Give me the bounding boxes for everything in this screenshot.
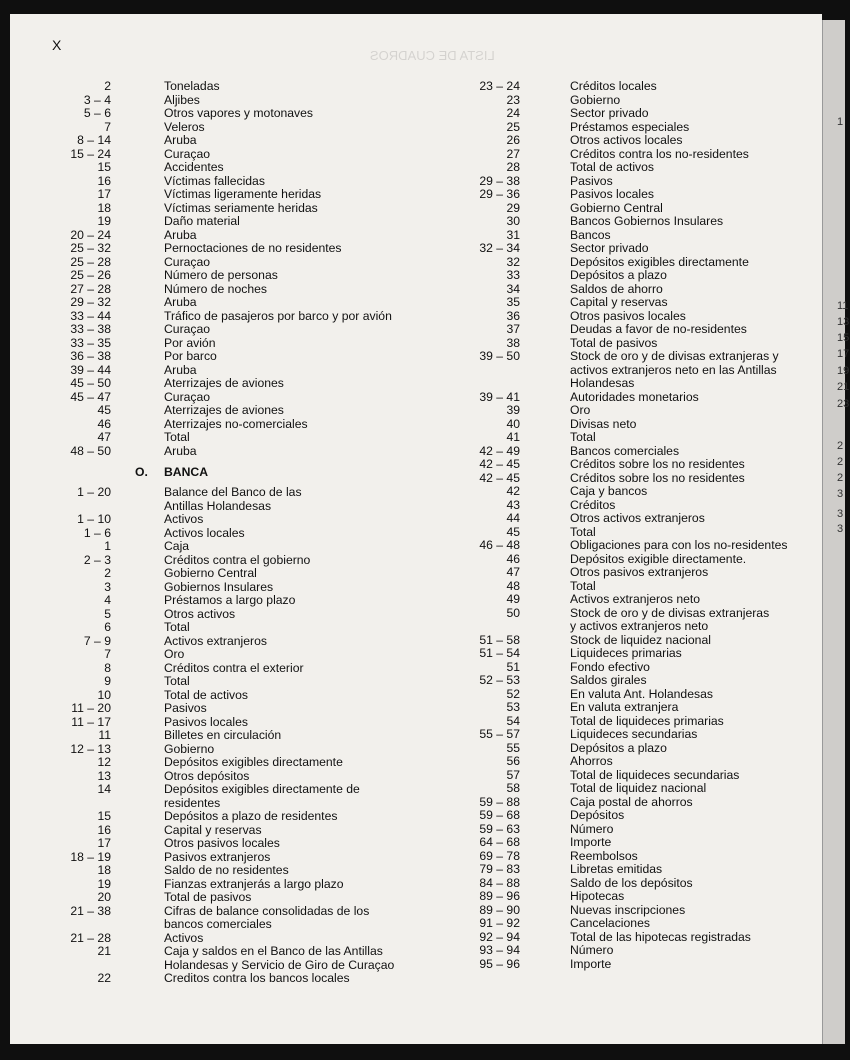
table-entry-label: Aruba xyxy=(164,227,197,242)
table-entry-label: Otros vapores y motonaves xyxy=(164,106,314,120)
table-number-range: 3 xyxy=(104,579,111,594)
table-number-range: 26 xyxy=(506,133,520,147)
table-number-range: 20 xyxy=(97,890,111,904)
table-entry-label: Veleros xyxy=(164,119,205,134)
table-number-range: 41 xyxy=(506,430,520,444)
table-number-range: 52 xyxy=(506,686,520,701)
section-letter: O. xyxy=(135,465,148,479)
table-number-range: 58 xyxy=(506,781,520,795)
table-entry-label: Por barco xyxy=(164,349,217,363)
table-number-range: 21 – 38 xyxy=(70,903,111,918)
table-number-range: 79 – 83 xyxy=(479,862,520,876)
table-entry-label: Activos extranjeros xyxy=(164,633,267,648)
table-number-range: 18 xyxy=(97,863,111,877)
table-number-range: 29 – 32 xyxy=(70,295,111,309)
table-entry-label: residentes xyxy=(164,795,221,810)
table-number-range: 42 – 45 xyxy=(479,470,520,485)
table-entry-label: Número xyxy=(570,943,614,957)
table-number-range: 50 xyxy=(506,605,520,620)
table-entry-label: Saldo de los depósitos xyxy=(570,875,693,890)
edge-page-number: 19 xyxy=(837,365,850,377)
table-entry-label: Créditos locales xyxy=(570,79,657,93)
table-entry-label: Accidentes xyxy=(164,160,224,174)
table-number-range: 21 xyxy=(97,944,111,958)
table-entry-label: Caja xyxy=(164,539,190,553)
edge-page-number: 21 xyxy=(837,381,850,393)
table-entry-label: Ahorros xyxy=(570,754,613,768)
table-number-range: 25 xyxy=(506,119,520,134)
table-number-range: 42 xyxy=(506,484,520,498)
table-number-range: 2 – 3 xyxy=(83,552,111,567)
table-number-range: 64 – 68 xyxy=(479,835,520,849)
table-entry-label: Balance del Banco de las xyxy=(164,485,302,499)
table-number-range: 31 xyxy=(506,227,520,242)
table-entry-label: Total xyxy=(570,578,596,593)
table-entry-label: Número xyxy=(570,821,614,836)
table-number-range: 46 xyxy=(97,416,111,431)
table-entry-label: Stock de oro y de divisas extranjeras xyxy=(570,605,770,620)
table-entry-label: Créditos sobre los no residentes xyxy=(570,470,745,485)
table-number-range: 33 xyxy=(506,268,520,282)
table-entry-label: Gobiernos Insulares xyxy=(164,579,274,594)
table-entry-label: Depósitos xyxy=(570,808,625,822)
table-number-range: 19 xyxy=(97,214,111,228)
table-number-range: 5 – 6 xyxy=(83,106,111,120)
table-number-range: 45 – 50 xyxy=(70,376,111,390)
table-entry-label: Número de noches xyxy=(164,281,267,296)
table-entry-label: Obligaciones para con los no-residentes xyxy=(570,538,788,552)
table-number-range: 33 – 44 xyxy=(70,308,111,323)
table-number-range: 19 xyxy=(97,876,111,891)
table-entry-label: Préstamos a largo plazo xyxy=(164,593,296,607)
edge-page-number: 15 xyxy=(837,332,850,344)
table-number-range: 46 – 48 xyxy=(479,538,520,552)
table-entry-label: bancos comerciales xyxy=(164,917,272,931)
table-number-range: 30 xyxy=(506,214,520,228)
table-number-range: 34 xyxy=(506,281,520,296)
table-entry-label: Bancos xyxy=(570,227,611,242)
table-entry-label: Curaçao xyxy=(164,146,211,161)
table-entry-label: Daño material xyxy=(164,214,240,228)
table-number-range: 16 xyxy=(97,822,111,837)
table-number-range: 59 – 68 xyxy=(479,808,520,822)
table-number-range: 51 – 54 xyxy=(479,646,520,660)
table-number-range: 22 xyxy=(97,971,111,985)
table-entry-label: Activos extranjeros neto xyxy=(570,592,701,606)
table-number-range: 91 – 92 xyxy=(479,916,520,930)
table-entry-label: Gobierno Central xyxy=(570,200,663,215)
table-number-range: 11 xyxy=(98,728,111,742)
table-number-range: 4 xyxy=(104,593,111,607)
table-number-range: 45 xyxy=(97,403,111,417)
table-number-range: 28 xyxy=(506,160,520,174)
table-number-range: 8 – 14 xyxy=(77,133,111,147)
page-number: X xyxy=(52,37,62,53)
table-entry-label: Aterrizajes de aviones xyxy=(164,376,284,390)
table-entry-label: Total de activos xyxy=(164,687,249,702)
table-number-range: 39 – 44 xyxy=(70,362,111,377)
table-entry-label: Otros activos xyxy=(164,606,236,621)
table-number-range: 39 xyxy=(506,403,520,417)
table-number-range: 11 – 17 xyxy=(71,714,111,729)
table-entry-label: Caja y saldos en el Banco de las Antillas xyxy=(164,944,383,958)
table-entry-label: Total de pasivos xyxy=(570,335,658,350)
table-number-range: 51 – 58 xyxy=(479,632,520,647)
table-entry-label: Créditos sobre los no residentes xyxy=(570,457,745,471)
table-entry-label: Aruba xyxy=(164,295,197,309)
table-entry-label: Pasivos locales xyxy=(570,187,654,201)
section-title: BANCA xyxy=(164,465,209,479)
table-number-range: 7 xyxy=(104,119,111,134)
table-entry-label: Toneladas xyxy=(164,79,220,93)
table-entry-label: Aruba xyxy=(164,133,197,147)
table-entry-label: Divisas neto xyxy=(570,416,637,431)
table-number-range: 27 – 28 xyxy=(70,281,111,296)
table-entry-label: Capital y reservas xyxy=(164,822,262,837)
table-number-range: 53 xyxy=(506,700,520,714)
table-entry-label: Pasivos extranjeros xyxy=(164,849,271,864)
table-number-range: 93 – 94 xyxy=(479,943,520,957)
table-number-range: 1 – 10 xyxy=(77,512,111,526)
table-entry-label: Depósitos exigibles directamente xyxy=(164,755,343,769)
table-number-range: 8 xyxy=(104,660,111,675)
table-entry-label: Caja y bancos xyxy=(570,484,648,498)
table-entry-label: Hipotecas xyxy=(570,889,625,903)
table-entry-label: Total xyxy=(164,674,190,688)
table-number-range: 27 xyxy=(506,146,520,161)
table-entry-label: Curaçao xyxy=(164,389,211,404)
table-entry-label: Total de liquideces primarias xyxy=(570,713,724,728)
table-entry-label: Bancos Gobiernos Insulares xyxy=(570,214,724,228)
table-entry-label: Otros pasivos extranjeros xyxy=(570,565,709,579)
table-number-range: 39 – 50 xyxy=(479,349,520,363)
table-entry-label: Total xyxy=(164,620,190,634)
table-entry-label: Activos locales xyxy=(164,525,245,540)
table-entry-label: Cifras de balance consolidadas de los xyxy=(164,903,370,918)
table-number-range: 10 xyxy=(97,687,111,702)
table-entry-label: Gobierno Central xyxy=(164,566,257,580)
table-entry-label: Creditos contra los bancos locales xyxy=(164,971,350,985)
table-number-range: 46 xyxy=(506,551,520,566)
table-number-range: 40 xyxy=(506,416,520,431)
table-number-range: 47 xyxy=(506,565,520,579)
table-number-range: 2 xyxy=(104,79,111,93)
adjacent-page-edge xyxy=(822,20,850,1044)
table-entry-label: Créditos contra los no-residentes xyxy=(570,146,749,161)
edge-page-number: 23 xyxy=(837,398,850,410)
edge-page-number: 11 xyxy=(837,300,849,312)
table-number-range: 54 xyxy=(506,713,520,728)
table-entry-label: Stock de oro y de divisas extranjeras y xyxy=(570,349,779,363)
table-entry-label: Gobierno xyxy=(164,741,215,756)
table-number-range: 29 – 36 xyxy=(479,187,520,201)
table-entry-label: Víctimas fallecidas xyxy=(164,173,265,188)
table-entry-label: Libretas emitidas xyxy=(570,862,663,876)
table-entry-label: Bancos comerciales xyxy=(570,443,680,458)
table-entry-label: Créditos xyxy=(570,497,616,512)
table-entry-label: Gobierno xyxy=(570,92,621,107)
table-number-range: 15 xyxy=(97,160,111,174)
table-entry-label: Importe xyxy=(570,835,612,849)
table-entry-label: Billetes en circulación xyxy=(164,728,282,742)
table-number-range: 1 xyxy=(104,539,111,553)
table-number-range: 55 – 57 xyxy=(479,727,520,741)
table-number-range: 12 xyxy=(97,755,111,769)
table-entry-label: Aterrizajes no-comerciales xyxy=(164,416,308,431)
table-number-range: 92 – 94 xyxy=(479,929,520,944)
table-entry-label: Oro xyxy=(570,403,591,417)
table-entry-label: Curaçao xyxy=(164,254,211,269)
table-entry-label: Otros activos locales xyxy=(570,133,683,147)
table-entry-label: Pasivos locales xyxy=(164,714,248,729)
table-number-range: 48 xyxy=(506,578,520,593)
table-number-range: 6 xyxy=(104,620,111,634)
edge-page-number: 17 xyxy=(837,348,850,360)
table-entry-label: En valuta Ant. Holandesas xyxy=(570,686,713,701)
table-entry-label: Sector privado xyxy=(570,106,649,120)
table-entry-label: Stock de liquidez nacional xyxy=(570,632,711,647)
table-entry-label: Depósitos exigibles directamente xyxy=(570,254,749,269)
table-number-range: 89 – 90 xyxy=(479,902,520,917)
table-entry-label: Depósitos exigible directamente. xyxy=(570,551,747,566)
table-entry-label: Deudas a favor de no-residentes xyxy=(570,322,747,336)
table-entry-label: Oro xyxy=(164,647,185,661)
table-number-range: 29 xyxy=(506,200,520,215)
table-number-range: 55 xyxy=(506,740,520,755)
table-number-range: 21 – 28 xyxy=(70,930,111,945)
table-number-range: 17 xyxy=(97,836,111,850)
table-entry-label: Pernoctaciones de no residentes xyxy=(164,241,342,255)
table-number-range: 84 – 88 xyxy=(479,875,520,890)
table-number-range: 36 – 38 xyxy=(70,349,111,363)
table-entry-label: Aruba xyxy=(164,443,197,458)
table-number-range: 49 xyxy=(506,592,520,606)
table-entry-label: Liquideces primarias xyxy=(570,646,682,660)
table-number-range: 15 xyxy=(97,809,111,823)
table-entry-label: Caja postal de ahorros xyxy=(570,794,693,809)
table-number-range: 52 – 53 xyxy=(479,673,520,687)
table-number-range: 25 – 26 xyxy=(70,268,111,282)
table-number-range: 2 xyxy=(104,566,111,580)
table-number-range: 15 – 24 xyxy=(70,146,111,161)
table-entry-label: Saldo de no residentes xyxy=(164,863,289,877)
table-entry-label: Total de liquidez nacional xyxy=(570,781,707,795)
table-number-range: 32 – 34 xyxy=(479,241,520,255)
table-entry-label: Saldos girales xyxy=(570,673,647,687)
table-entry-label: Tráfico de pasajeros por barco y por avión xyxy=(164,308,392,323)
table-number-range: 32 xyxy=(506,254,520,269)
table-entry-label: Total de pasivos xyxy=(164,890,252,904)
table-entry-label: Total de activos xyxy=(570,160,655,174)
table-entry-label: Autoridades monetarios xyxy=(570,389,699,404)
table-number-range: 42 – 49 xyxy=(479,443,520,458)
table-entry-label: Capital y reservas xyxy=(570,295,668,309)
edge-page-number: 2 xyxy=(837,456,844,468)
table-number-range: 14 xyxy=(97,782,111,796)
table-number-range: 17 xyxy=(97,187,111,201)
table-entry-label: Liquideces secundarias xyxy=(570,727,698,741)
table-number-range: 56 xyxy=(506,754,520,768)
table-number-range: 11 – 20 xyxy=(71,701,111,715)
table-number-range: 37 xyxy=(506,322,520,336)
table-entry-label: Importe xyxy=(570,956,612,971)
table-entry-label: Fianzas extranjerás a largo plazo xyxy=(164,876,344,891)
table-entry-label: Pasivos xyxy=(570,173,613,188)
table-entry-label: Fondo efectivo xyxy=(570,659,650,674)
table-number-range: 47 xyxy=(97,430,111,444)
document-page xyxy=(10,14,822,1044)
table-entry-label: Por avión xyxy=(164,335,216,350)
table-entry-label: Activos xyxy=(164,512,204,526)
edge-page-number: 2 xyxy=(837,440,844,452)
table-number-range: 13 xyxy=(97,768,111,783)
table-entry-label: Holandesas xyxy=(570,376,635,390)
table-number-range: 33 – 35 xyxy=(70,335,111,350)
table-entry-label: Saldos de ahorro xyxy=(570,281,663,296)
table-number-range: 23 – 24 xyxy=(479,79,520,93)
table-entry-label: Otros depósitos xyxy=(164,768,250,783)
table-number-range: 59 – 88 xyxy=(479,794,520,809)
table-entry-label: Depósitos a plazo xyxy=(570,268,667,282)
table-entry-label: En valuta extranjera xyxy=(570,700,679,714)
table-number-range: 9 xyxy=(104,674,111,688)
table-entry-label: Reembolsos xyxy=(570,848,638,863)
edge-page-number: 3 xyxy=(837,508,844,520)
table-entry-label: Aterrizajes de aviones xyxy=(164,403,284,417)
table-number-range: 45 – 47 xyxy=(70,389,111,404)
table-number-range: 51 xyxy=(506,659,520,674)
table-number-range: 18 – 19 xyxy=(70,849,111,864)
table-number-range: 39 – 41 xyxy=(479,389,520,404)
table-number-range: 23 xyxy=(506,92,520,107)
table-entry-label: Aruba xyxy=(164,362,197,377)
table-number-range: 16 xyxy=(97,173,111,188)
table-entry-label: Curaçao xyxy=(164,322,211,336)
edge-page-number: 3 xyxy=(837,488,844,500)
table-entry-label: Número de personas xyxy=(164,268,278,282)
table-entry-label: Total xyxy=(570,524,596,539)
edge-page-number: 1 xyxy=(837,116,844,128)
table-entry-label: Activos xyxy=(164,930,204,945)
table-entry-label: Otros pasivos locales xyxy=(570,308,686,323)
bleed-through-title: LISTA DE CUADROS xyxy=(370,48,495,63)
table-entry-label: Total xyxy=(164,430,190,444)
table-number-range: 36 xyxy=(506,308,520,323)
table-entry-label: Pasivos xyxy=(164,701,207,715)
table-number-range: 12 – 13 xyxy=(70,741,111,756)
table-entry-label: Antillas Holandesas xyxy=(164,498,272,513)
table-number-range: 25 – 32 xyxy=(70,241,111,255)
table-number-range: 42 – 45 xyxy=(479,457,520,471)
table-entry-label: Préstamos especiales xyxy=(570,119,690,134)
table-number-range: 59 – 63 xyxy=(479,821,520,836)
edge-page-number: 2 xyxy=(837,472,844,484)
table-entry-label: Total xyxy=(570,430,596,444)
table-entry-label: Depósitos a plazo xyxy=(570,740,667,755)
table-entry-label: Otros activos extranjeros xyxy=(570,511,705,525)
table-entry-label: y activos extranjeros neto xyxy=(570,619,709,633)
table-number-range: 45 xyxy=(506,524,520,539)
table-entry-label: Depósitos a plazo de residentes xyxy=(164,809,338,823)
table-entry-label: Sector privado xyxy=(570,241,649,255)
table-number-range: 7 – 9 xyxy=(83,633,111,648)
table-number-range: 20 – 24 xyxy=(70,227,111,242)
table-entry-label: Total de liquideces secundarias xyxy=(570,767,740,782)
table-entry-label: Víctimas ligeramente heridas xyxy=(164,187,322,201)
table-number-range: 35 xyxy=(506,295,520,309)
table-number-range: 18 xyxy=(97,200,111,215)
table-entry-label: activos extranjeros neto en las Antillas xyxy=(570,362,777,377)
table-number-range: 48 – 50 xyxy=(70,443,111,458)
table-number-range: 29 – 38 xyxy=(479,173,520,188)
table-number-range: 1 – 20 xyxy=(77,485,111,499)
table-number-range: 24 xyxy=(506,106,520,120)
table-entry-label: Holandesas y Servicio de Giro de Curaçao xyxy=(164,957,395,972)
table-entry-label: Nuevas inscripciones xyxy=(570,902,686,917)
table-entry-label: Créditos contra el exterior xyxy=(164,660,304,675)
table-number-range: 95 – 96 xyxy=(479,956,520,971)
table-number-range: 1 – 6 xyxy=(83,525,111,540)
table-entry-label: Cancelaciones xyxy=(570,916,650,930)
table-entry-label: Depósitos exigibles directamente de xyxy=(164,782,360,796)
table-number-range: 89 – 96 xyxy=(479,889,520,903)
table-number-range: 5 xyxy=(104,606,111,621)
table-number-range: 69 – 78 xyxy=(479,848,520,863)
table-number-range: 33 – 38 xyxy=(70,322,111,336)
table-number-range: 44 xyxy=(506,511,520,525)
table-number-range: 25 – 28 xyxy=(70,254,111,269)
table-entry-label: Aljibes xyxy=(164,92,200,107)
table-entry-label: Total de las hipotecas registradas xyxy=(570,929,751,944)
table-number-range: 7 xyxy=(104,647,111,661)
edge-page-number: 3 xyxy=(837,523,844,535)
table-entry-label: Otros pasivos locales xyxy=(164,836,280,850)
table-number-range: 3 – 4 xyxy=(83,92,111,107)
edge-page-number: 13 xyxy=(837,316,850,328)
table-entry-label: Víctimas seriamente heridas xyxy=(164,200,318,215)
table-number-range: 43 xyxy=(506,497,520,512)
table-entry-label: Créditos contra el gobierno xyxy=(164,552,311,567)
table-number-range: 38 xyxy=(506,335,520,350)
table-number-range: 57 xyxy=(506,767,520,782)
